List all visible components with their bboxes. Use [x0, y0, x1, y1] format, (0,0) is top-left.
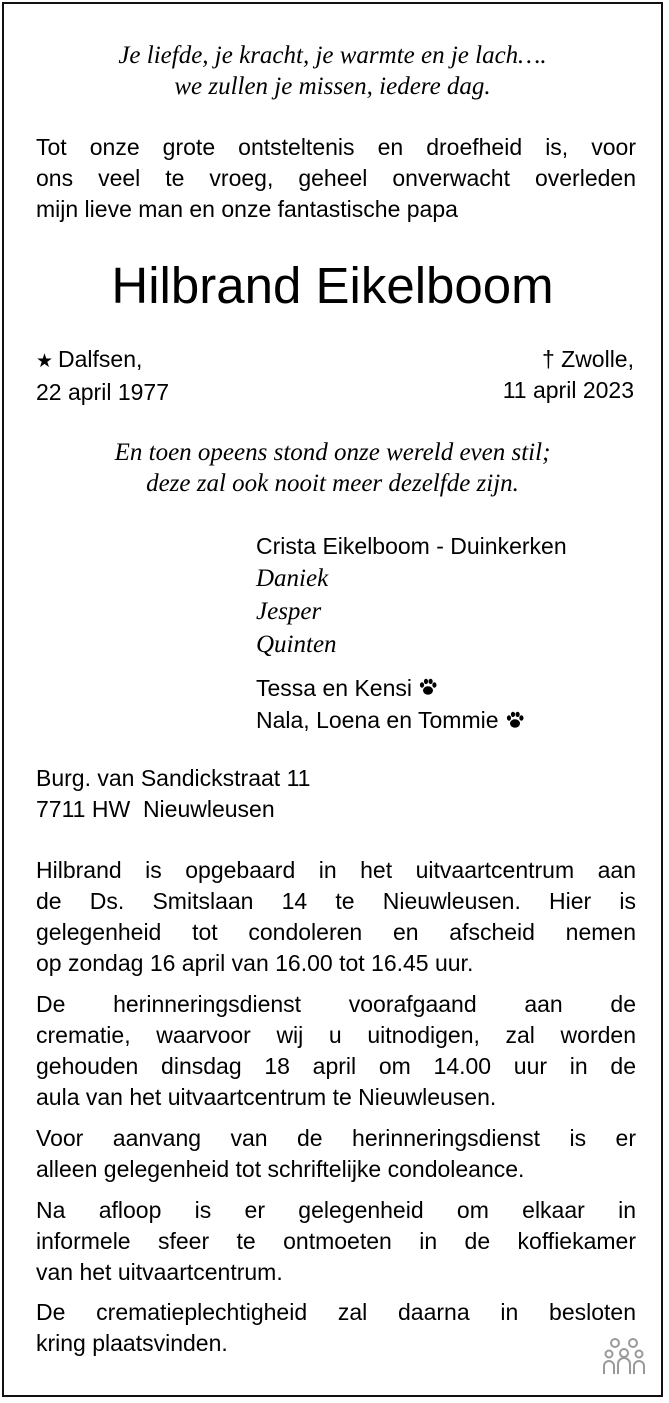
paragraph-line: crematie, waarvoor wij u uitnodigen, zal worden — [36, 1022, 636, 1048]
paw-icon — [418, 674, 438, 705]
paragraph-viewing — [36, 855, 636, 979]
paragraph-service — [36, 989, 636, 1113]
child-name: Quinten — [256, 631, 337, 658]
paragraph-line: Voor aanvang van de herinneringsdienst is er — [36, 1125, 636, 1151]
verse-top — [4, 40, 661, 102]
verse-top-line: we zullen je missen, iedere dag. — [174, 73, 491, 100]
paw-icon — [505, 707, 525, 738]
paragraph-condolence — [36, 1123, 636, 1185]
cross-icon: † — [541, 346, 555, 372]
paragraph-line: kring plaatsvinden. — [36, 1330, 228, 1356]
intro-line: Tot onze grote ontsteltenis en droefheid is, voor — [36, 134, 636, 160]
child-name: Jesper — [256, 598, 322, 625]
death-date: 11 april 2023 — [502, 377, 634, 403]
obituary-card — [2, 2, 663, 1397]
paragraph-line: op zondag 16 april van 16.00 tot 16.45 uur. — [36, 950, 474, 976]
intro-text — [36, 132, 636, 225]
verse-top-line: Je liefde, je kracht, je warmte en je lach…. — [118, 42, 547, 69]
paragraph-line: informele sfeer te ontmoeten in de koffiekamer — [36, 1228, 636, 1254]
pet-names: Nala, Loena en Tommie — [256, 707, 499, 734]
paragraph-afterwards — [36, 1195, 636, 1288]
paragraph-line: Hilbrand is opgebaard in het uitvaartcentrum aan — [36, 857, 636, 883]
death-info — [336, 344, 634, 406]
paragraph-line: gelegenheid tot condoleren en afscheid nemen — [36, 919, 636, 945]
death-place: Zwolle, — [561, 346, 634, 372]
paragraph-line: De herinneringsdienst voorafgaand aan de — [36, 991, 636, 1017]
deceased-name: Hilbrand Eikelboom — [111, 257, 554, 314]
paragraph-line: aula van het uitvaartcentrum te Nieuwleusen. — [36, 1084, 497, 1110]
paragraph-line: de Ds. Smitslaan 14 te Nieuwleusen. Hier is — [36, 888, 636, 914]
children-list — [256, 562, 636, 661]
pets-list — [256, 673, 656, 738]
pet-names: Tessa en Kensi — [256, 675, 412, 701]
verse-mid-line: deze zal ook nooit meer dezelfde zijn. — [146, 470, 519, 497]
paragraph-line: De crematieplechtigheid zal daarna in besloten — [36, 1299, 636, 1325]
paragraph-line: gehouden dinsdag 18 april om 14.00 uur in de — [36, 1053, 636, 1079]
birth-date: 22 april 1977 — [36, 379, 169, 405]
birth-place: Dalfsen, — [58, 346, 143, 372]
paragraph-line: alleen gelegenheid tot schriftelijke condoleance. — [36, 1156, 525, 1182]
paragraph-line: van het uitvaartcentrum. — [36, 1259, 283, 1285]
child-name: Daniek — [256, 565, 329, 592]
verse-mid — [4, 437, 661, 499]
address — [36, 763, 536, 825]
people-logo-icon — [601, 1336, 647, 1381]
verse-mid-line: En toen opeens stond onze wereld even stil; — [114, 439, 551, 466]
paragraph-line: Na afloop is er gelegenheid om elkaar in — [36, 1197, 636, 1223]
spouse-name: Crista Eikelboom - Duinkerken — [256, 533, 567, 559]
address-line: 7711 HW Nieuwleusen — [36, 796, 275, 822]
address-line: Burg. van Sandickstraat 11 — [36, 765, 311, 791]
paragraph-cremation — [36, 1297, 636, 1359]
intro-line: mijn lieve man en onze fantastische papa — [36, 196, 458, 222]
intro-line: ons veel te vroeg, geheel onverwacht overleden — [36, 165, 636, 191]
star-icon: ★ — [36, 351, 54, 372]
birth-info — [36, 344, 336, 408]
